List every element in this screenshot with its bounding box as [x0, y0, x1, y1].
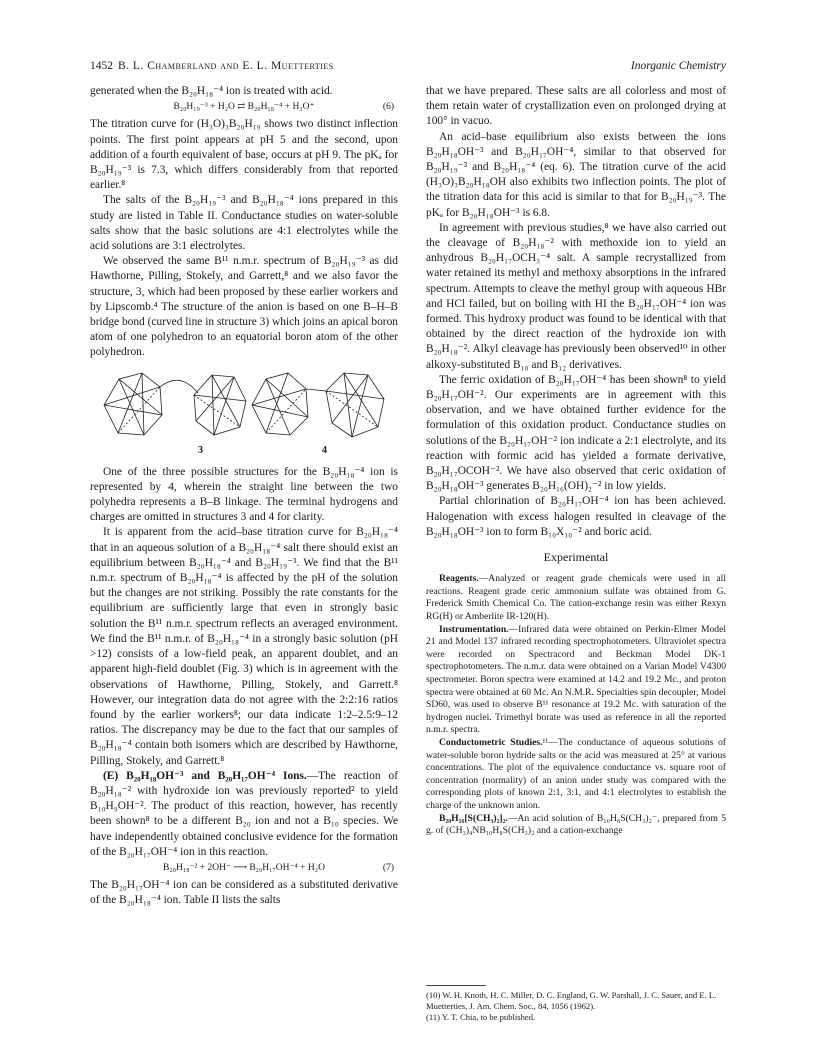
left-column [90, 84, 398, 909]
subheading: Instrumentation. [439, 623, 509, 635]
paragraph: generated when the B₂₀H₁₈⁻⁴ ion is treated with acid. [90, 85, 333, 97]
subheading: Conductometric Studies. [439, 737, 543, 749]
paragraph-body: ¹¹—The conductance of aqueous solutions of water-soluble boron hydride salts or the acid was measured at 25° at various concentrations. The plot of the equivalence conductance vs. square root of concentration (normality) of an anion under study was compared with the corresponding plots of known 2:1, 3:1, and 4:1 electrolytes to establish the charge of the unknown anion. [426, 737, 726, 811]
footnote-rule [426, 985, 486, 986]
equation-text: B₂₀H₁₉⁻³ + H₂O ⇄ B₂₀H₁₈⁻⁴ + H₃O⁺ [173, 102, 315, 113]
paragraph-body: —An acid solution of B₁₀H₈S(CH₃)₂⁻, prepared from 5 g. of (CH₃)₄NB₁₀H₈S(CH₃)₂ and a cation-exchange [426, 812, 726, 837]
paragraph: We observed the same B¹¹ n.m.r. spectrum of B₂₀H₁₉⁻³ as did Hawthorne, Pilling, Stokely, and Garrett,⁸ and we also favor the structure, 3, which had been proposed by these earlier workers and by Lipscomb.⁴ The structure of the anion is based on one B–H–B bridge bond (curved line in structure 3) which joins an apical boron atom of one polyhedron to an equatorial boron atom of the other polyhedron. [90, 255, 398, 359]
experimental-section [426, 573, 726, 837]
paragraph: that we have prepared. These salts are all colorless and most of them retain water of crystallization even on prolonged drying at 100° in vacuo. [426, 85, 726, 128]
equation-number: (7) [382, 862, 394, 873]
paragraph [90, 769, 398, 860]
running-authors: B. L. Chamberland and E. L. Muetterties [118, 60, 334, 72]
equation-number: (6) [382, 102, 394, 113]
structure-label-3: 3 [198, 444, 203, 456]
paragraph [426, 573, 726, 623]
paragraph: Partial chlorination of B₂₀H₁₇OH⁻⁴ ion has been achieved. Halogenation with excess halogen resulted in cleavage of the B₂₀H₁₈OH⁻³ ion to form B₁₀X₁₀⁻² and boric acid. [426, 495, 726, 538]
subheading: B₂₀H₁₆[S(CH₃)₂]₂. [439, 812, 508, 824]
paragraph [426, 813, 726, 838]
paragraph-body: —Infrared data were obtained on Perkin-Elmer Model 21 and Model 137 infrared recording spectrophotometers. Ultraviolet spectra were recorded on Spectracord and Beckman Model DK-1 spectrophotometers. The n.m.r. data were obtained on a Varian Model V4300 spectrometer. Boron spectra were examined at 14.2 and 19.2 Mc., and proton spectra were obtained at 60 Mc. An N.M.R. Specialties spin decoupler, Model SD60, was used to observe B¹¹ resonance at 19.2 Mc. with saturation of the hydrogen nuclei. Trimethyl borate was used as reference in all the reported n.m.r. spectra. [426, 623, 726, 736]
section-heading: (E) B₂₀H₁₈OH⁻³ and B₂₀H₁₇OH⁻⁴ Ions. [103, 769, 307, 782]
paragraph [426, 624, 726, 737]
paragraph: It is apparent from the acid–base titration curve for B₂₀H₁₈⁻⁴ that in an aqueous solution of a B₂₀H₁₈⁻⁴ salt there should exist an equilibrium between B₂₀H₁₈⁻⁴ and B₂₀H₁₉⁻³. We find that the B¹¹ n.m.r. spectrum of B₂₀H₁₈⁻⁴ is affected by the pH of the solution but the changes are not striking. Possibly the rate constants for the equilibrium are sufficiently large that even in strongly basic solution the B¹¹ n.m.r. spectrum reflects an averaged environment. We find the B¹¹ n.m.r. of B₂₀H₁₈⁻⁴ in a strongly basic solution (pH >12) consists of a low-field peak, an apparent doublet, and an apparent high-field doublet (Fig. 3) which is in agreement with the observations of Hawthorne, Pilling, Stokely, and Garrett.⁸ However, our integration data do not agree with the 2:2:16 ratios found by the earlier workers⁸; our data indicate 1:2–2.5:9–12 ratios. The discrepancy may be due to the fact that our samples of B₂₀H₁₈⁻⁴ contain both isomers which are described by Hawthorne, Pilling, Stokely, and Garrett.⁸ [90, 526, 398, 767]
structure-figure [90, 365, 398, 461]
section-title-experimental: Experimental [543, 550, 609, 565]
equation-6 [90, 100, 398, 115]
paragraph [426, 737, 726, 813]
equation-7 [90, 861, 398, 876]
paragraph: The titration curve for (H₃O)₃B₂₀H₁₉ shows two distinct inflection points. The first point appears at pH 5 and the second, upon addition of a fourth equivalent of base, occurs at pH 9. The pKₐ for B₂₀H₁₉⁻³ is 7.3, which differs considerably from that reported earlier.⁸ [90, 118, 398, 192]
equation-text: B₂₀H₁₈⁻² + 2OH⁻ ⟶ B₂₀H₁₇OH⁻⁴ + H₂O [163, 862, 325, 873]
structure-label-4: 4 [322, 444, 327, 456]
paragraph: The ferric oxidation of B₂₀H₁₇OH⁻⁴ has been shown⁸ to yield B₂₀H₁₇OH⁻². Our experiments are in agreement with this observation, and we have obtained further evidence for the formulation of this oxidation product. Conductance studies on solutions of the B₂₀H₁₇OH⁻² ion indicate a 2:1 electrolyte, and its reaction with formic acid has yielded a formate derivative, B₂₀H₁₇OCOH⁻². We have also observed that ceric oxidation of B₂₀H₁₈OH⁻³ generates B₂₀H₁₆(OH)₂⁻² in low yields. [426, 373, 726, 493]
page-number: 1452 [90, 60, 113, 72]
paragraph: The salts of the B₂₀H₁₉⁻³ and B₂₀H₁₈⁻⁴ ions prepared in this study are listed in Table II. Conductance studies on water-soluble salts show that the basic solutions are 4:1 electrolytes while the acid solutions are 3:1 electrolytes. [90, 194, 398, 253]
right-column [426, 84, 726, 838]
subheading: Reagents. [439, 573, 479, 585]
paragraph: An acid–base equilibrium also exists between the ions B₂₀H₁₈OH⁻³ and B₂₀H₁₇OH⁻⁴, similar to that observed for B₂₀H₁₉⁻³ and B₂₀H₁₈⁻⁴ (eq. 6). The titration curve of the acid (H₃O)₃B₂₀H₁₈OH also exhibits two inflection points. The plot of the titration data for this acid is similar to that for B₂₀H₁₉⁻³. The pKₐ for B₂₀H₁₈OH⁻³ is 6.8. [426, 130, 726, 219]
paragraph-body: —The reaction of B₂₀H₁₈⁻² with hydroxide ion was previously reported² to yield B₁₀H₉OH⁻². The product of this reaction, however, has recently been shown⁸ to be a different B₂₀ ion and not a B₁₀ species. We have independently obtained conclusive evidence for the formation of the B₂₀H₁₇OH⁻⁴ ion in this reaction. [90, 769, 399, 858]
paragraph: One of the three possible structures for the B₂₀H₁₈⁻⁴ ion is represented by 4, wherein the straight line between the two polyhedra represents a B–B linkage. The terminal hydrogens and charges are omitted in structures 3 and 4 for clarity. [90, 465, 398, 524]
footnotes [426, 990, 726, 1023]
paragraph: The B₂₀H₁₇OH⁻⁴ ion can be considered as a substituted derivative of the B₂₀H₁₈⁻⁴ ion. Table II lists the salts [90, 879, 398, 907]
paragraph: In agreement with previous studies,⁸ we have also carried out the cleavage of B₂₀H₁₈⁻² with methoxide ion to yield an anhydrous B₂₀H₁₇OCH₃⁻⁴ salt. A sample recrystallized from water retained its methyl and methoxy absorptions in the infrared spectrum. Attempts to cleave the methyl group with aqueous HBr and HCl failed, but on boiling with HI the B₂₀H₁₇OH⁻⁴ ion was formed. This hydroxy product was found to be identical with that obtained by the direct reaction of the hydroxide ion with B₂₀H₁₈⁻². Alkyl cleavage has previously been observed¹⁰ in other alkoxy-substituted B₁₀ and B₁₂ derivatives. [426, 221, 726, 371]
paragraph-body: —Analyzed or reagent grade chemicals were used in all reactions. Reagent grade ceric ammonium sulfate was obtained from G. Frederick Smith Chemical Co. The cation-exchange resin was either Rexyn RG(H) or Amberlite IR-120(H). [426, 573, 726, 623]
page-header [90, 60, 726, 78]
polyhedra-structures-drawing [94, 365, 394, 445]
journal-title: Inorganic Chemistry [630, 60, 726, 72]
footnote-10: (10) W. H. Knoth, H. C. Miller, D. C. England, G. W. Parshall, J. C. Sauer, and E. L. Muetterties, J. Am. Chem. Soc., 84, 1056 (1962). [426, 990, 717, 1011]
footnote-11: (11) Y. T. Chia, to be published. [426, 1012, 536, 1022]
